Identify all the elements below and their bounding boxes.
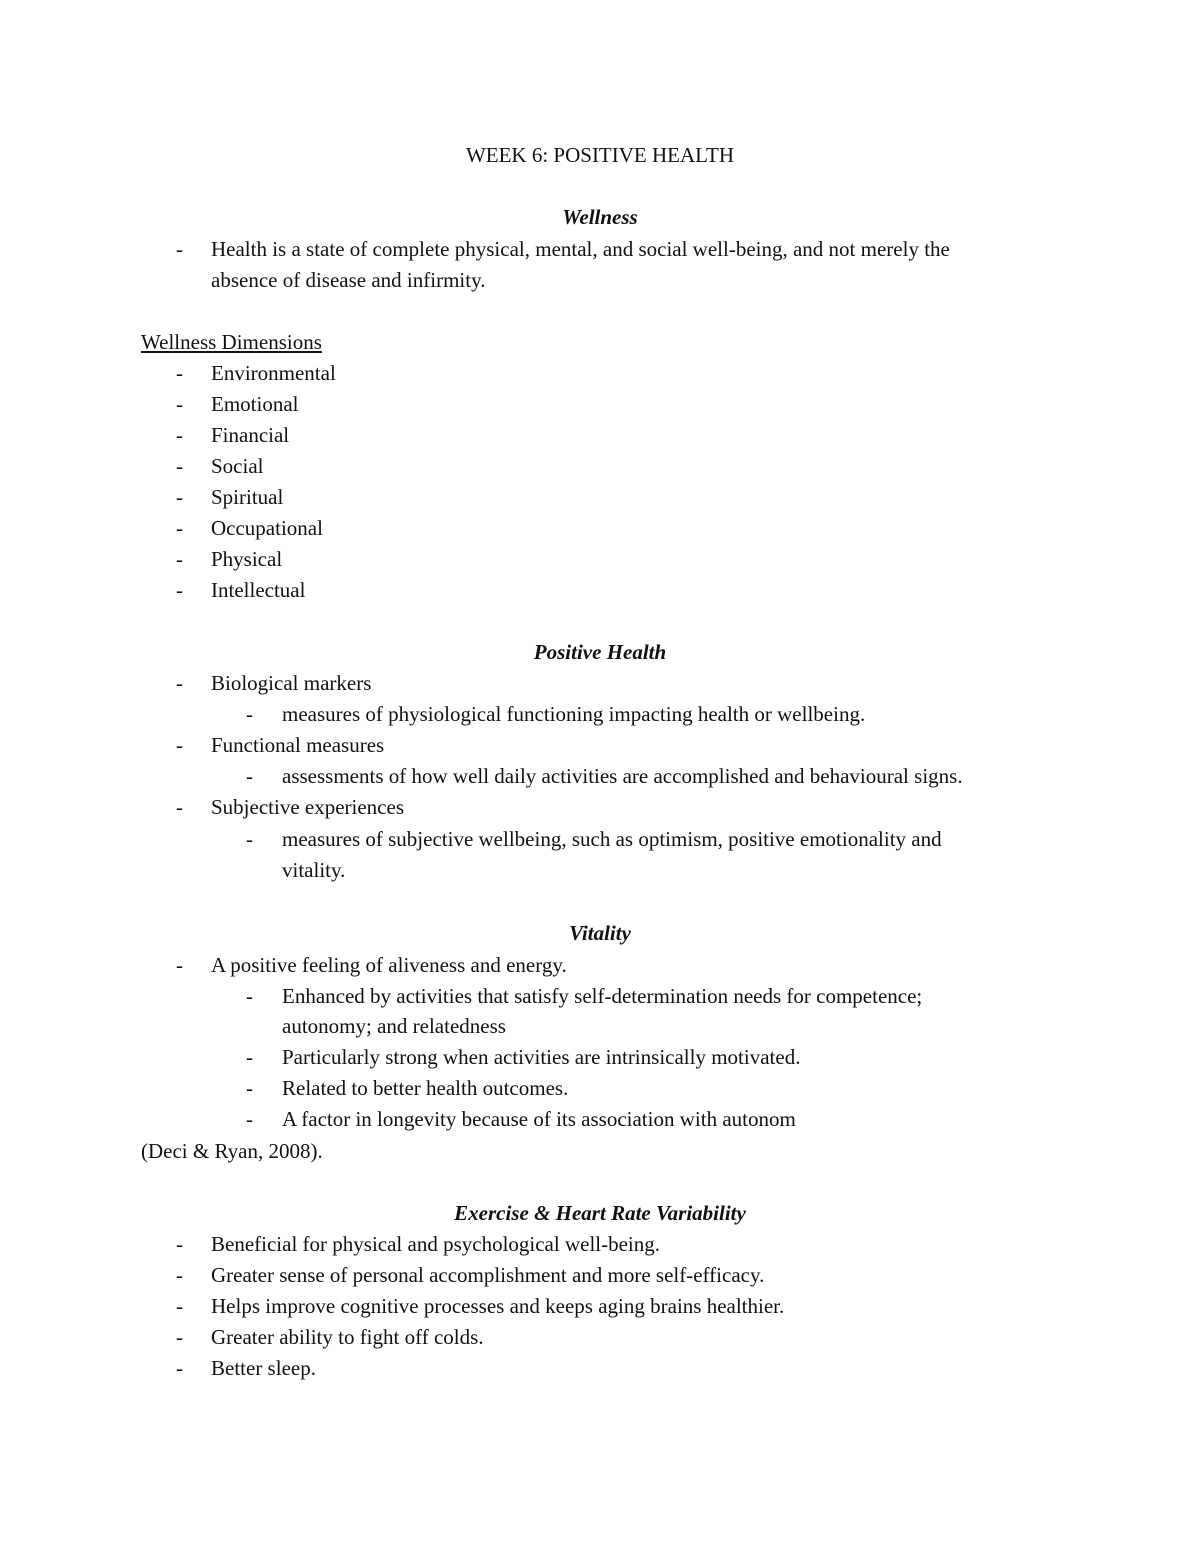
- list-item: [0, 544, 1200, 575]
- bullet-dash: -: [176, 547, 183, 571]
- page-title: WEEK 6: POSITIVE HEALTH: [465, 143, 735, 167]
- bullet-dash: -: [176, 1263, 183, 1287]
- citation-text: (Deci & Ryan, 2008).: [141, 1139, 323, 1163]
- bullet-dash: -: [176, 392, 183, 416]
- sub-list-item-text: A factor in longevity because of its association with autonom: [282, 1107, 796, 1131]
- sub-list-item-text: assessments of how well daily activities are accomplished and behavioural signs.: [282, 764, 963, 788]
- list-item: [0, 513, 1200, 544]
- section-heading-positive-health: Positive Health: [533, 640, 667, 664]
- list-item: [0, 1229, 1200, 1260]
- list-item-text: Social: [211, 454, 264, 478]
- sub-list-item-text: Particularly strong when activities are intrinsically motivated.: [282, 1045, 801, 1069]
- bullet-dash: -: [176, 516, 183, 540]
- bullet-dash: -: [176, 361, 183, 385]
- sub-list-item-text: measures of subjective wellbeing, such as optimism, positive emotionality and: [282, 827, 942, 851]
- list-item-text: Greater sense of personal accomplishment and more self-efficacy.: [211, 1263, 765, 1287]
- list-item-text: Helps improve cognitive processes and keeps aging brains healthier.: [211, 1294, 785, 1318]
- list-item: [0, 575, 1200, 606]
- list-item: [0, 358, 1200, 389]
- list-item-text: Environmental: [211, 361, 336, 385]
- bullet-dash: -: [176, 454, 183, 478]
- sub-list-item-continuation: [0, 1011, 1200, 1042]
- list-item-text: A positive feeling of aliveness and energy.: [211, 953, 567, 977]
- bullet-dash: -: [176, 1356, 183, 1380]
- list-item: [0, 451, 1200, 482]
- list-item-text: Intellectual: [211, 578, 306, 602]
- list-item-text: Beneficial for physical and psychological well-being.: [211, 1232, 661, 1256]
- bullet-dash: -: [176, 1232, 183, 1256]
- bullet-dash: -: [246, 1107, 253, 1131]
- bullet-dash: -: [176, 795, 183, 819]
- section-heading-wellness: Wellness: [562, 205, 638, 229]
- list-item: [0, 1291, 1200, 1322]
- list-item-text: Financial: [211, 423, 290, 447]
- bullet-dash: -: [176, 733, 183, 757]
- list-item: [0, 792, 1200, 823]
- bullet-dash: -: [246, 827, 253, 851]
- list-item-text: Emotional: [211, 392, 299, 416]
- sub-list-item: [0, 981, 1200, 1012]
- list-item: [0, 950, 1200, 981]
- bullet-dash: -: [176, 953, 183, 977]
- list-item: [0, 389, 1200, 420]
- underlined-heading: Wellness Dimensions: [141, 330, 322, 354]
- bullet-dash: -: [176, 423, 183, 447]
- list-item: [0, 730, 1200, 761]
- sub-list-item: [0, 761, 1200, 792]
- sub-list-item: [0, 1042, 1200, 1073]
- section-heading-exercise: Exercise & Heart Rate Variability: [454, 1201, 746, 1225]
- sub-list-item: [0, 1104, 1200, 1135]
- bullet-dash: -: [246, 764, 253, 788]
- bullet-dash: -: [176, 1325, 183, 1349]
- list-item: [0, 1353, 1200, 1384]
- bullet-dash: -: [246, 984, 253, 1008]
- bullet-dash: -: [176, 578, 183, 602]
- section-heading-wellness-dimensions: [0, 327, 1200, 358]
- bullet-dash: -: [176, 485, 183, 509]
- sub-list-item-text: vitality.: [282, 858, 346, 882]
- list-item: [0, 482, 1200, 513]
- list-item-text: Biological markers: [211, 671, 372, 695]
- bullet-dash: -: [176, 1294, 183, 1318]
- list-item: [0, 420, 1200, 451]
- section-heading-vitality: Vitality: [569, 921, 631, 945]
- list-item-text: Greater ability to fight off colds.: [211, 1325, 484, 1349]
- bullet-dash: -: [246, 1076, 253, 1100]
- list-item-text: absence of disease and infirmity.: [211, 268, 486, 292]
- list-item-text: Better sleep.: [211, 1356, 316, 1380]
- sub-list-item: [0, 699, 1200, 730]
- bullet-dash: -: [176, 237, 183, 261]
- list-item: [0, 668, 1200, 699]
- bullet-dash: -: [176, 671, 183, 695]
- list-item-text: Health is a state of complete physical, mental, and social well-being, and not merely the: [211, 237, 950, 261]
- list-item: [0, 1260, 1200, 1291]
- citation: [0, 1136, 1200, 1167]
- sub-list-item-text: measures of physiological functioning impacting health or wellbeing.: [282, 702, 866, 726]
- bullet-dash: -: [246, 1045, 253, 1069]
- list-item-text: Physical: [211, 547, 283, 571]
- list-item-text: Functional measures: [211, 733, 385, 757]
- sub-list-item-text: autonomy; and relatedness: [282, 1014, 506, 1038]
- list-item-text: Occupational: [211, 516, 323, 540]
- list-item: [0, 1322, 1200, 1353]
- sub-list-item: [0, 1073, 1200, 1104]
- sub-list-item-text: Enhanced by activities that satisfy self-determination needs for competence;: [282, 984, 923, 1008]
- sub-list-item-text: Related to better health outcomes.: [282, 1076, 569, 1100]
- list-item-continuation: [0, 265, 1200, 296]
- sub-list-item: [0, 824, 1200, 855]
- list-item: [0, 234, 1200, 265]
- bullet-dash: -: [246, 702, 253, 726]
- list-item-text: Spiritual: [211, 485, 284, 509]
- list-item-text: Subjective experiences: [211, 795, 404, 819]
- sub-list-item-continuation: [0, 855, 1200, 886]
